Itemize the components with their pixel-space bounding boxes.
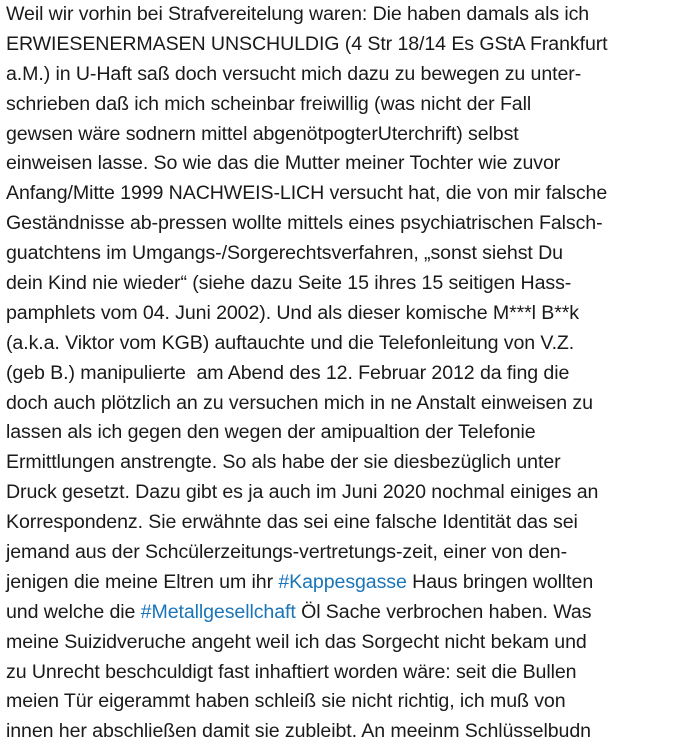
text-line-12: (a.k.a. Viktor vom KGB) auftauchte und die Telefonleitung von V.Z. (6, 331, 575, 354)
text-line-2: ERWIESENERMASEN UNSCHULDIG (4 Str 18/14 Es GStA Frankfurt (6, 32, 608, 55)
text-line-1: Weil wir vorhin bei Strafvereitelung waren: Die haben damals als ich (6, 3, 590, 25)
text-line-13: (geb B.) manipulierte am Abend des 12. Februar 2012 da fing die (6, 361, 570, 384)
text-line-9: guatchtens im Umgangs-/Sorgerechtsverfahren, „sonst siehst Du (6, 242, 563, 265)
hashtag-link-kappesgasse[interactable]: #Kappesgasse (278, 570, 407, 593)
text-line-22: meine Suizidveruche angeht weil ich das Sorgecht nicht bekam und (6, 630, 587, 653)
hashtag-link-metallgesellchaft[interactable]: #Metallgesellchaft (140, 600, 296, 623)
text-line-8: Geständnisse ab-pressen wollte mittels eines psychiatrischen Falsch- (6, 212, 603, 235)
text-line-5: gewsen wäre sodnern mittel abgenötpogterUterchrift) selbst (6, 122, 519, 145)
text-line-24: meien Tür eigerammt haben schleiß sie nicht richtig, ich muß von (6, 690, 566, 713)
text-line-4: schrieben daß ich mich scheinbar freiwillig (was nicht der Fall (6, 92, 532, 115)
text-line-7: Anfang/Mitte 1999 NACHWEIS-LICH versucht hat, die von mir falsche (6, 182, 608, 205)
text-line-3: a.M.) in U-Haft saß doch versucht mich dazu zu bewegen zu unter- (6, 62, 582, 85)
text-line-17: Druck gesetzt. Dazu gibt es ja auch im Juni 2020 nochmal einiges an (6, 481, 599, 504)
text-line-20 (6, 568, 684, 598)
document-body (6, 0, 684, 747)
text-line-6: einweisen lasse. So wie das die Mutter meiner Tochter wie zuvor (6, 152, 561, 175)
text-line-21-before: und welche die (6, 600, 141, 623)
text-line-20-before: jenigen die meine Eltren um ihr (6, 570, 279, 593)
text-line-10: dein Kind nie wieder“ (siehe dazu Seite 15 ihres 15 seitigen Hass- (6, 272, 572, 295)
text-line-15: lassen als ich gegen den wegen der amipualtion der Telefonie (6, 421, 536, 444)
text-line-14: doch auch plötzlich an zu versuchen mich in ne Anstalt einweisen zu (6, 391, 593, 414)
text-line-16: Ermittlungen anstrengte. So als habe der sie diesbezüglich unter (6, 451, 561, 474)
text-line-21-after: Öl Sache verbrochen haben. Was (295, 600, 592, 623)
text-line-19: jemand aus der Schcülerzeitungs-vertretungs-zeit, einer von den- (6, 541, 568, 564)
text-line-21 (6, 598, 684, 628)
text-line-25: innen her abschließen damit sie zubleibt. An meeinm Schlüsselbudn (6, 720, 591, 743)
text-line-11: pamphlets vom 04. Juni 2002). Und als dieser komische M***l B**k (6, 301, 579, 324)
text-line-18: Korrespondenz. Sie erwähnte das sei eine falsche Identität das sei (6, 511, 578, 534)
text-line-20-after: Haus bringen wollten (406, 570, 594, 593)
text-line-23: zu Unrecht beschculdigt fast inhaftiert worden wäre: seit die Bullen (6, 660, 577, 683)
